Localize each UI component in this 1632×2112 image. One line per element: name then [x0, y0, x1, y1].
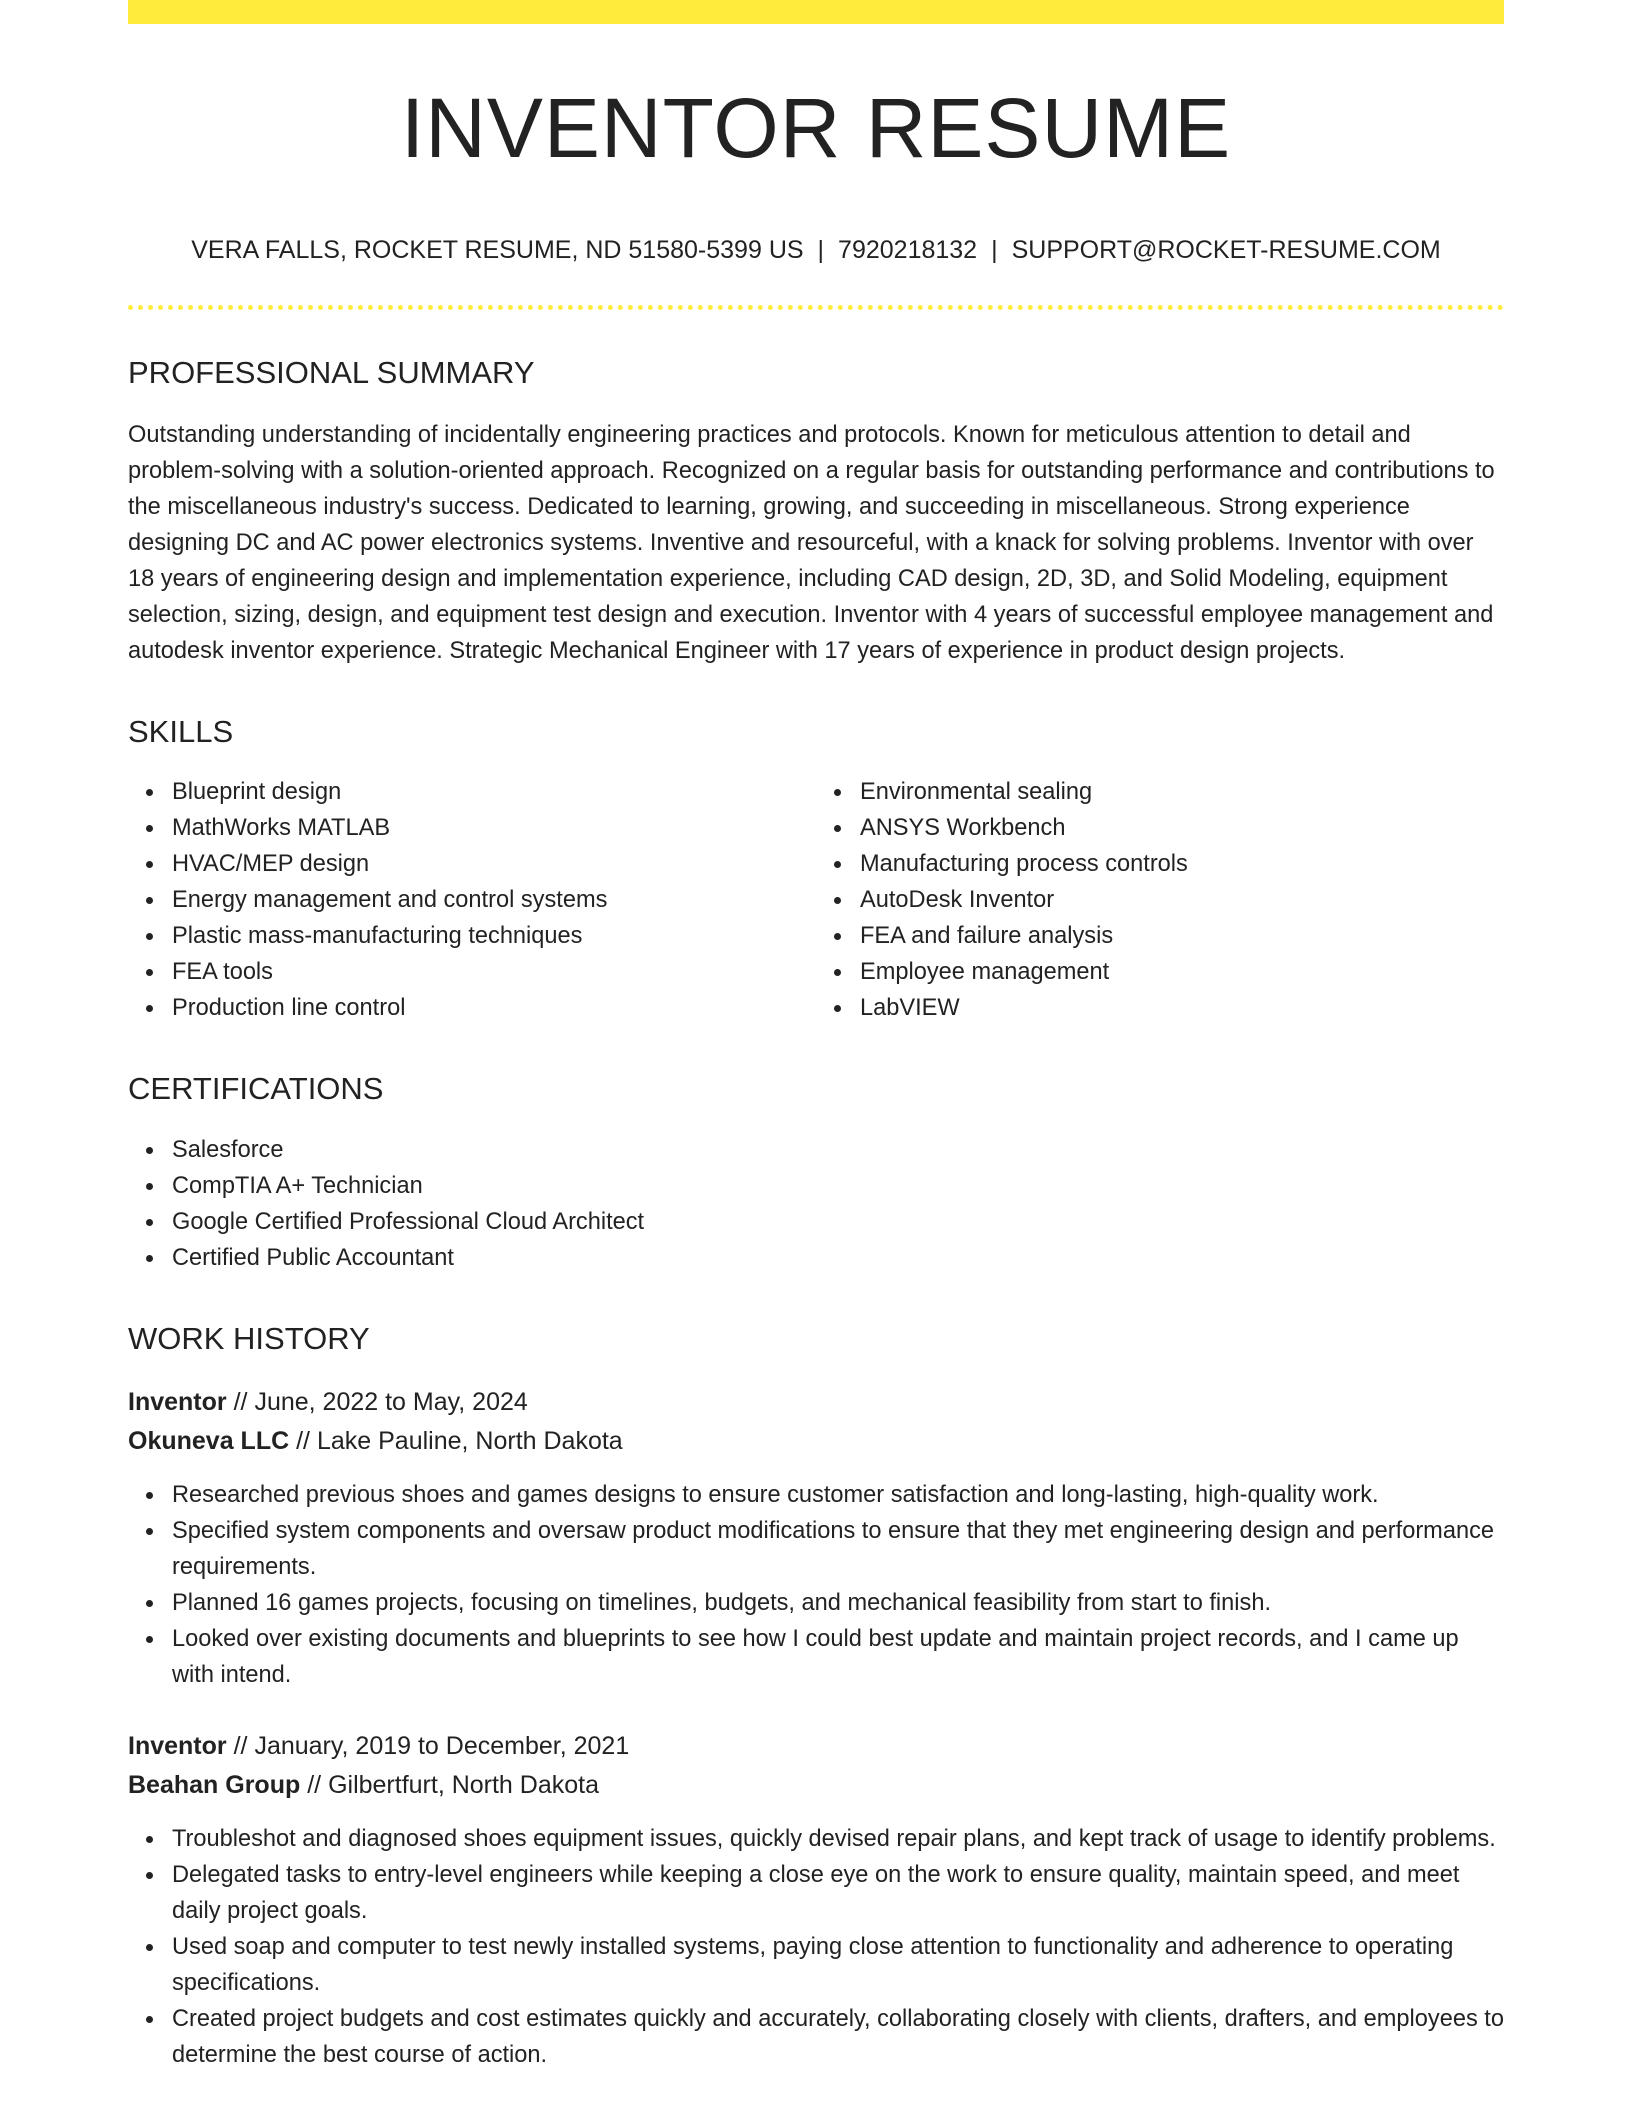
job-entry [128, 1383, 1504, 1693]
job-title: Inventor [128, 1387, 227, 1416]
job-title-line [128, 1727, 1504, 1766]
job-location: Lake Pauline, North Dakota [316, 1426, 623, 1455]
resume-title: INVENTOR RESUME [400, 81, 1232, 175]
job-bullet: Used soap and computer to test newly installed systems, paying close attention to functionality and adherence to operating specifications. [172, 1929, 1504, 2001]
skill-item: Plastic mass-manufacturing techniques [172, 918, 816, 954]
job-divider: // [233, 1387, 248, 1416]
skills-list [128, 750, 1504, 1026]
job-divider: // [307, 1770, 322, 1799]
job-company: Okuneva LLC [128, 1426, 290, 1455]
contact-phone: 7920218132 [838, 236, 978, 264]
certification-item: Google Certified Professional Cloud Architect [172, 1204, 1504, 1240]
job-bullets [128, 1821, 1504, 2073]
certification-item: Certified Public Accountant [172, 1240, 1504, 1276]
job-company: Beahan Group [128, 1770, 301, 1799]
skill-item: Manufacturing process controls [860, 846, 1504, 882]
skill-item: LabVIEW [860, 990, 1504, 1026]
job-bullets [128, 1477, 1504, 1693]
skill-item: MathWorks MATLAB [172, 810, 816, 846]
skill-item: HVAC/MEP design [172, 846, 816, 882]
contact-separator: | [817, 236, 825, 264]
job-bullet: Created project budgets and cost estimates quickly and accurately, collaborating closely with clients, drafters, and employees to determine the best course of action. [172, 2001, 1504, 2073]
skill-item: Production line control [172, 990, 816, 1026]
skills-column-right [816, 774, 1504, 1026]
summary-text: Outstanding understanding of incidentally engineering practices and protocols. Known for meticulous attention to detail and problem-solving with a solution-oriented approach. Recognized on a regular basis for outstanding performance and contributions to the miscellaneous industry's success. Dedicated to learning, growing, and succeeding in miscellaneous. Strong experience designing DC and AC power electronics systems. Inventive and resourceful, with a knack for solving problems. Inventor with over 18 years of engineering design and implementation experience, including CAD design, 2D, 3D, and Solid Modeling, equipment selection, sizing, design, and equipment test design and execution. Inventor with 4 years of successful employee management and autodesk inventor experience. Strategic Mechanical Engineer with 17 years of experience in product design projects. [128, 422, 1495, 665]
job-bullet: Troubleshot and diagnosed shoes equipment issues, quickly devised repair plans, and kept track of usage to identify problems. [172, 1821, 1504, 1857]
contact-line [128, 235, 1504, 265]
contact-address: VERA FALLS, ROCKET RESUME, ND 51580-5399 US [191, 236, 804, 264]
certifications-heading: CERTIFICATIONS [128, 1071, 384, 1107]
job-dates: June, 2022 to May, 2024 [254, 1387, 528, 1416]
skill-item: FEA tools [172, 954, 816, 990]
job-bullet: Specified system components and oversaw product modifications to ensure that they met engineering design and performance requirements. [172, 1513, 1504, 1585]
job-entry [128, 1727, 1504, 2073]
job-location: Gilbertfurt, North Dakota [328, 1770, 599, 1799]
certification-item: Salesforce [172, 1132, 1504, 1168]
dotted-divider [128, 305, 1504, 310]
skills-heading: SKILLS [128, 714, 234, 750]
top-accent-bar [128, 0, 1504, 24]
job-bullet: Delegated tasks to entry-level engineers while keeping a close eye on the work to ensure quality, maintain speed, and meet daily project goals. [172, 1857, 1504, 1929]
resume-page [128, 0, 1504, 2073]
job-company-line [128, 1422, 1504, 1461]
skill-item: Blueprint design [172, 774, 816, 810]
skill-item: AutoDesk Inventor [860, 882, 1504, 918]
skill-item: FEA and failure analysis [860, 918, 1504, 954]
summary-heading: PROFESSIONAL SUMMARY [128, 355, 535, 390]
job-title-line [128, 1383, 1504, 1422]
skill-item: ANSYS Workbench [860, 810, 1504, 846]
skills-column-left [128, 774, 816, 1026]
contact-email: SUPPORT@ROCKET-RESUME.COM [1011, 236, 1441, 264]
job-title: Inventor [128, 1731, 227, 1760]
certifications-list [128, 1132, 1504, 1276]
skill-item: Energy management and control systems [172, 882, 816, 918]
job-divider: // [233, 1731, 248, 1760]
contact-separator: | [991, 236, 998, 264]
job-bullet: Looked over existing documents and blueprints to see how I could best update and maintain project records, and I came up with intend. [172, 1621, 1504, 1693]
job-company-line [128, 1766, 1504, 1805]
certification-item: CompTIA A+ Technician [172, 1168, 1504, 1204]
skill-item: Environmental sealing [860, 774, 1504, 810]
job-divider: // [296, 1426, 311, 1455]
job-bullet: Researched previous shoes and games designs to ensure customer satisfaction and long-lasting, high-quality work. [172, 1477, 1504, 1513]
work-history-heading: WORK HISTORY [128, 1320, 370, 1356]
skill-item: Employee management [860, 954, 1504, 990]
job-bullet: Planned 16 games projects, focusing on timelines, budgets, and mechanical feasibility from start to finish. [172, 1585, 1504, 1621]
job-dates: January, 2019 to December, 2021 [254, 1731, 630, 1760]
